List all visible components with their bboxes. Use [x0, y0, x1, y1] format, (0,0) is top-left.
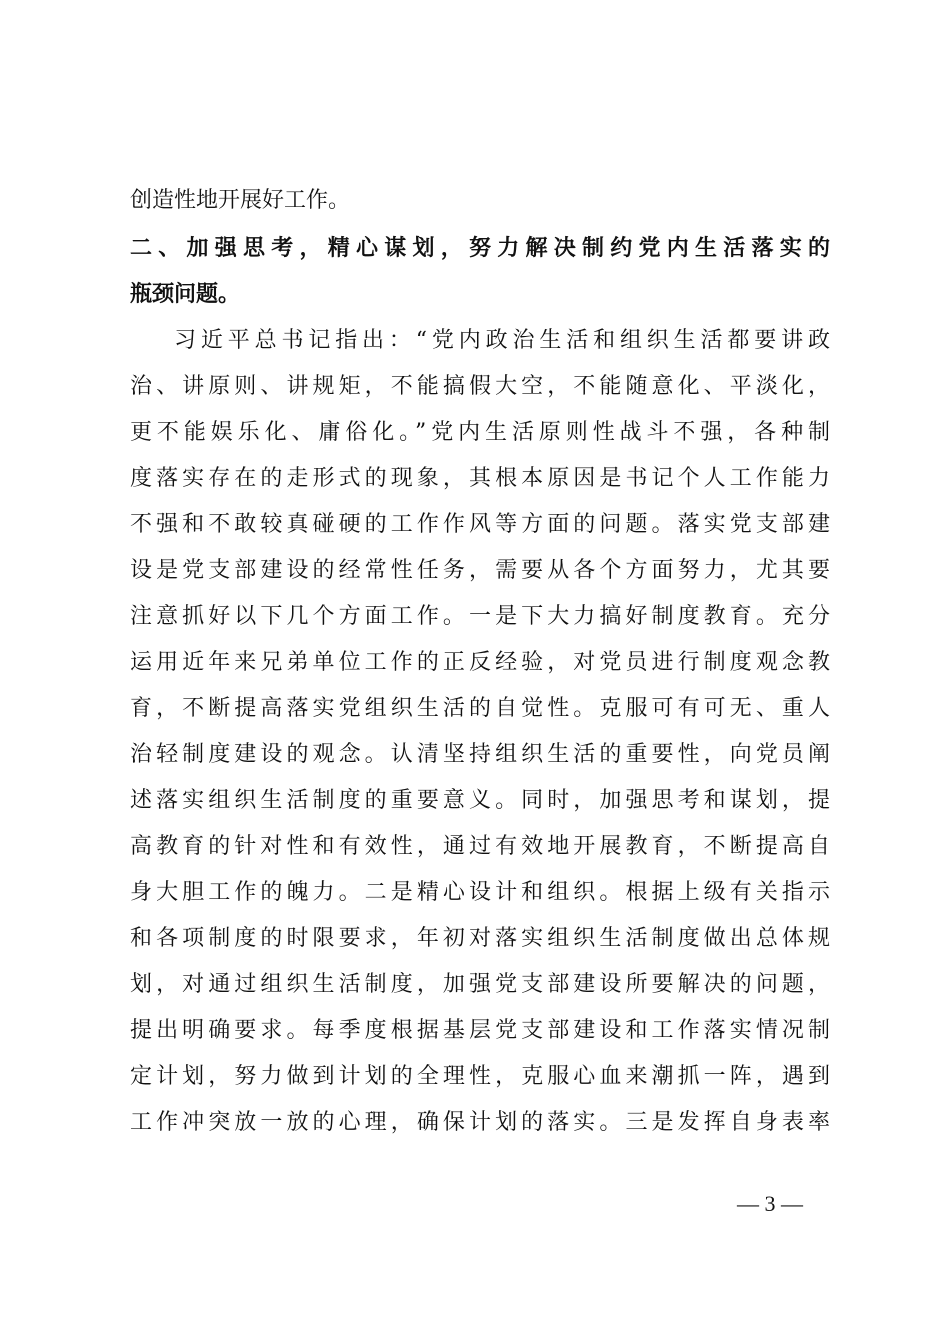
body-line: 更不能娱乐化、庸俗化。”党内生活原则性战斗不强，各种制	[130, 420, 830, 445]
body-line: 习近平总书记指出：“党内政治生活和组织生活都要讲政	[174, 328, 830, 353]
body-line: 不强和不敢较真碰硬的工作作风等方面的问题。落实党支部建	[130, 512, 830, 537]
body-line: 治、讲原则、讲规矩，不能搞假大空，不能随意化、平淡化，	[130, 374, 830, 399]
body-line: 治轻制度建设的观念。认清坚持组织生活的重要性，向党员阐	[130, 742, 830, 767]
body-line: 度落实存在的走形式的现象，其根本原因是书记个人工作能力	[130, 466, 830, 491]
continuation-line: 创造性地开展好工作。	[130, 188, 351, 213]
body-line: 设是党支部建设的经常性任务，需要从各个方面努力，尤其要	[130, 558, 830, 583]
body-line: 运用近年来兄弟单位工作的正反经验，对党员进行制度观念教	[130, 650, 830, 675]
body-line: 述落实组织生活制度的重要意义。同时，加强思考和谋划，提	[130, 788, 830, 813]
body-line: 育，不断提高落实党组织生活的自觉性。克服可有可无、重人	[130, 696, 830, 721]
body-line: 定计划，努力做到计划的全理性，克服心血来潮抓一阵，遇到	[130, 1064, 830, 1089]
body-line: 和各项制度的时限要求，年初对落实组织生活制度做出总体规	[130, 926, 830, 951]
body-line: 工作冲突放一放的心理，确保计划的落实。三是发挥自身表率	[130, 1110, 830, 1135]
body-line: 身大胆工作的魄力。二是精心设计和组织。根据上级有关指示	[130, 880, 830, 905]
section-heading-line-2: 瓶颈问题。	[130, 282, 241, 307]
body-line: 高教育的针对性和有效性，通过有效地开展教育，不断提高自	[130, 834, 830, 859]
body-line: 提出明确要求。每季度根据基层党支部建设和工作落实情况制	[130, 1018, 830, 1043]
body-line: 注意抓好以下几个方面工作。一是下大力搞好制度教育。充分	[130, 604, 830, 629]
section-heading-line-1: 二、加强思考，精心谋划，努力解决制约党内生活落实的	[130, 236, 830, 261]
page-number: — 3 —	[737, 1191, 803, 1216]
body-line: 划，对通过组织生活制度，加强党支部建设所要解决的问题，	[130, 972, 830, 997]
